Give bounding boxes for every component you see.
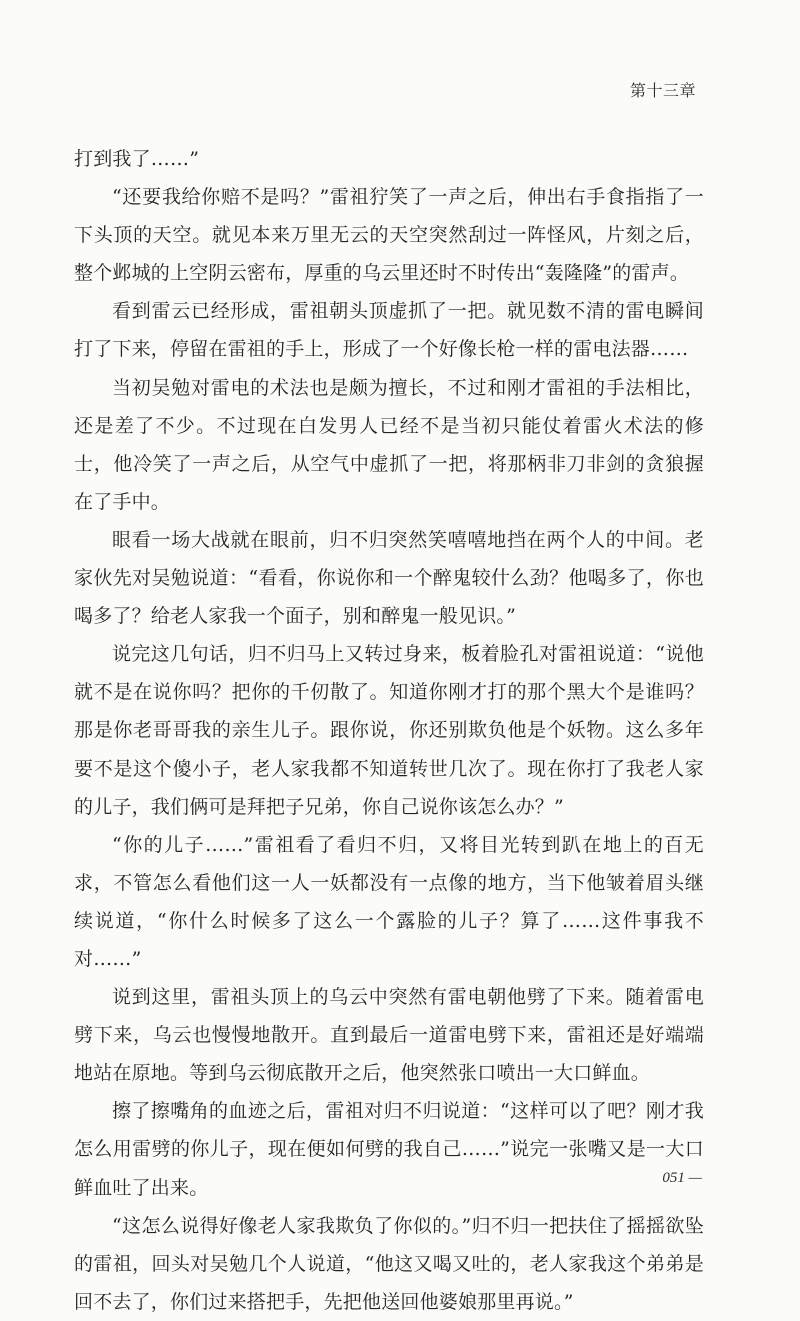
- paragraph: 当初吴勉对雷电的术法也是颇为擅长，不过和刚才雷祖的手法相比，还是差了不少。不过现在白发男人已经不是当初只能仗着雷火术法的修士，他冷笑了一声之后，从空气中虚抓了一把，将那柄非刀非剑的贪狼握在了手中。: [74, 376, 704, 513]
- body-text: [74, 140, 704, 1321]
- paragraph-continuation: 打到我了……”: [74, 148, 200, 170]
- paragraph: “还要我给你赔不是吗？”雷祖狞笑了一声之后，伸出右手食指指了一下头顶的天空。就见本来万里无云的天空突然刮过一阵怪风，片刻之后，整个邺城的上空阴云密布，厚重的乌云里还时不时传出“轰隆隆”的雷声。: [74, 186, 704, 285]
- paragraph: 看到雷云已经形成，雷祖朝头顶虚抓了一把。就见数不清的雷电瞬间打了下来，停留在雷祖的手上，形成了一个好像长枪一样的雷电法器……: [74, 300, 704, 361]
- page-number: 051 —: [662, 1170, 702, 1186]
- paragraph: 擦了擦嘴角的血迹之后，雷祖对归不归说道：“这样可以了吧？刚才我怎么用雷劈的你儿子，现在便如何劈的我自己……”说完一张嘴又是一大口鲜血吐了出来。: [74, 1100, 704, 1199]
- paragraph: 说完这几句话，归不归马上又转过身来，板着脸孔对雷祖说道：“说他就不是在说你吗？把你的千仞散了。知道你刚才打的那个黑大个是谁吗？那是你老哥哥我的亲生儿子。跟你说，你还别欺负他是个妖物。这么多年要不是这个傻小子，老人家我都不知道转世几次了。现在你打了我老人家的儿子，我们俩可是拜把子兄弟，你自己说你该怎么办？”: [74, 643, 704, 818]
- chapter-header: 第十三章: [629, 81, 696, 100]
- paragraph: 说到这里，雷祖头顶上的乌云中突然有雷电朝他劈了下来。随着雷电劈下来，乌云也慢慢地散开。直到最后一道雷电劈下来，雷祖还是好端端地站在原地。等到乌云彻底散开之后，他突然张口喷出一大口鲜血。: [74, 986, 704, 1085]
- paragraph: “这怎么说得好像老人家我欺负了你似的。”归不归一把扶住了摇摇欲坠的雷祖，回头对吴勉几个人说道，“他这又喝又吐的，老人家我这个弟弟是回不去了，你们过来搭把手，先把他送回他婆娘那里再说。”: [74, 1214, 704, 1313]
- paragraph: “你的儿子……”雷祖看了看归不归，又将目光转到趴在地上的百无求，不管怎么看他们这一人一妖都没有一点像的地方，当下他皱着眉头继续说道，“你什么时候多了这么一个露脸的儿子？算了……这件事我不对……”: [74, 833, 704, 970]
- paragraph: 眼看一场大战就在眼前，归不归突然笑嘻嘻地挡在两个人的中间。老家伙先对吴勉说道：“看看，你说你和一个醉鬼较什么劲？他喝多了，你也喝多了？给老人家我一个面子，别和醉鬼一般见识。”: [74, 528, 704, 628]
